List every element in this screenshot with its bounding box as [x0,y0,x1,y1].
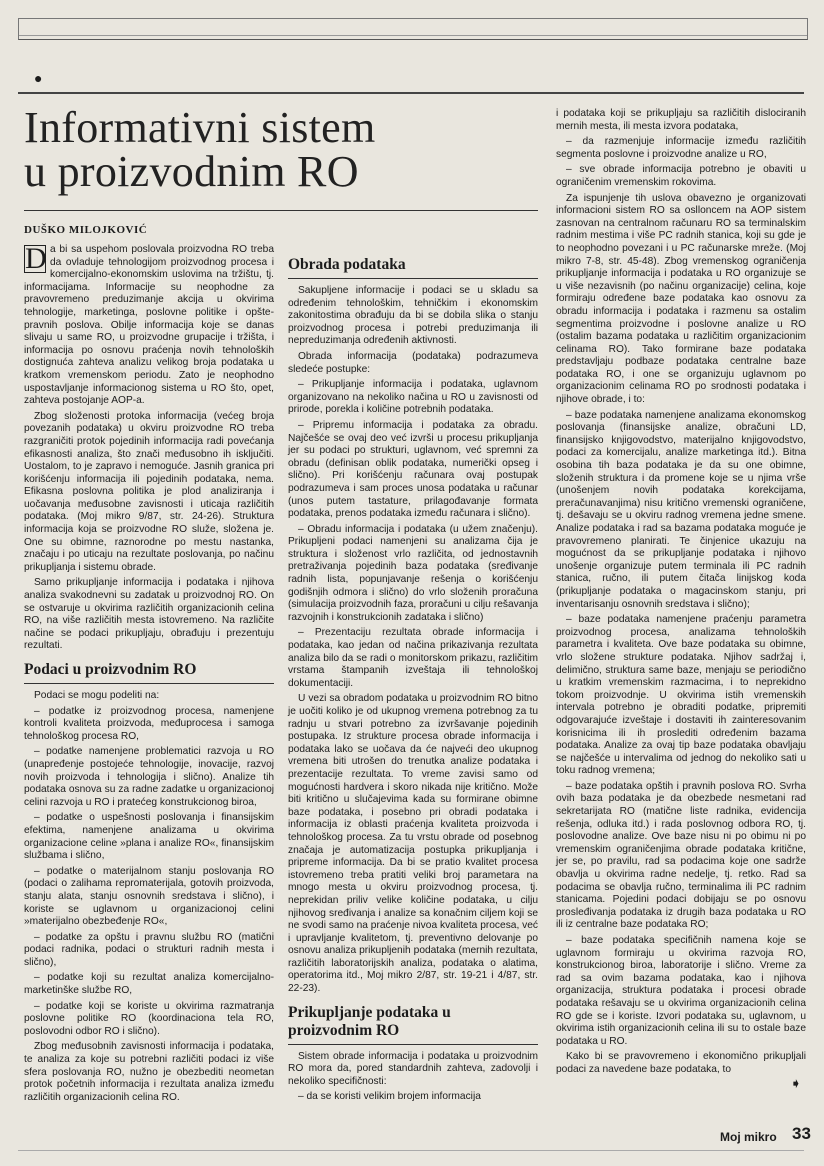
list-item: – Prikupljanje informacija i podataka, uglavnom organizovano na nekoliko načina u RO u zavisnosti od prirode, porekla i količine potrebnih podataka. [288,379,538,416]
section-heading-obrada: Obrada podataka [288,256,538,279]
paragraph: Sistem obrade informacija i podataka u proizvodnim RO mora da, pored standardnih zahteva, zadovolji i nekoliko specifičnosti: [288,1050,538,1087]
list-item: – Prezentaciju rezultata obrade informacija i podataka, kao jedan od načina prikazivanja rezultata analiza bilo da se radi o monitorskom prikazu, različitim vrstama štampanih izveštaja ili tehnološkoj dokumentaciji. [288,627,538,689]
paragraph: Sakupljene informacije i podaci se u skladu sa određenim tehnološkim, tehničkim i ekonomskim zakonitostima obrađuju da bi se dobila slika o stanju proizvodnog procesa i potrebi preduzimanja ili nepreduzimanja određenih aktivnosti. [288,285,538,347]
paragraph: Zbog složenosti protoka informacija (većeg broja povezanih podataka) u okviru proizvodne RO treba razgraničiti protok pojedinih informacija radi povećanja efikasnosti analiza, što znači međusobno ih isključiti. Uostalom, to je zapravo i nemoguće. Jasnih granica pri korišćenju informacija ili pojedinih podataka, nema. Efikasna poslovna politika je plod analiziranja i uočavanja međusobne zavisnosti i uticaja različitih podataka. (Moj mikro 9/87, str. 24-26). Struktura informacija koja se proizvodne RO služe, složena je. One su obimne, raznorodne po mestu nastanka, značaju i po uticaju na rezultate poslovanja, po načinu prikupljanja i sistemu obrade. [24,410,274,573]
list-item: – baze podataka namenjene analizama ekonomskog poslovanja (finansijske analize, obračuni LD, finansijsko knjigovodstvo, materijalno knjigovodstvo, podaci za komercijalu, analize marketinga itd.). Bitna osobina tih baza podataka je da su one obimne, složenih struktura i da promene koje se u njima vrše (unošenjem novih podataka korekcijama, preračunavanjima) nisu kritično vremenski ograničene, tj. dešavaju se u okviru radnog vremena jedne smene. Analize podataka i rad sa bazama podataka moguće je pravovremeno planirati. Te činjenice ukazuju na mogućnost da se prikupljanje podataka i njihovo unošenje organizuje putem terminala ili PC radnih stanica, ručno, ili putem čitača linijskog koda (prikupljanje podataka o magacinskom stanju, pri inventarisanju osnovnih sredstava i slično); [556,409,806,610]
list-item: – baze podataka namenjene praćenju parametra proizvodnog procesa, analizama tehnoloških parametra i kvaliteta. Ove baze podataka su obimne, vrlo složene strukture podataka. Njihov sadržaj i, delimično, struktura same baze, menjaju se periodično u kratkim vremenskim razmacima, i to neprekidno tokom proizvodnje. U okvirima istih vremenskih intervala potrebno je obraditi podatke, pripremiti odgovarajuće izveštaje i dostaviti ih zainteresovanim korisnicima ili ih proslediti određenim bazama podataka. Analize za ovaj tip baze podataka obavljaju se najčešće u intervalima od jednog do nekoliko sati u toku radnog vremena; [556,614,806,777]
list-item: – da razmenjuje informacije između različitih segmenta poslovne i proizvodne analize u RO, [556,136,806,160]
magazine-name: Moj mikro [720,1130,777,1144]
column-1 [24,244,274,1107]
drop-cap: D [25,242,47,275]
article-title [24,103,544,196]
paragraph: Kako bi se pravovremeno i ekonomično prikupljali podaci za navedene baze podataka, to [556,1051,806,1075]
title-line-1: Informativni sistem [24,103,376,152]
list-item: – podatke koji su rezultat analiza komercijalno-marketinške službe RO, [24,972,274,997]
paragraph: i podataka koji se prikupljaju sa različitih dislociranih mernih mesta, ili mesta izvora podataka, [556,108,806,132]
paragraph: Podaci se mogu podeliti na: [34,690,160,701]
list-item: – sve obrade informacija potrebno je obaviti u ograničenim vremenskim rokovima. [556,164,806,188]
intro-paragraph: D a bi sa uspehom poslovala proizvodna RO treba da ovladuje tehnologijom proizvodnog procesa i komercijalno-ekonomskim uslovima na tržištu, tj. informacijama. Informacije su neophodne za pravovremeno preduzimanje akcija u okvirima tehnologije, marketinga, poslovne politike i opšte-pravnih poslova. Obilje informacija koje se danas slivaju u same RO, u proizvodne grupacije i tržišta, i informacija po osnovu praćenja novih tehnoloških dostignuća zahteva analizu velikog broja podataka u kratkom vremenskom periodu. Zato je neophodno uspostavljanje informacionog sistema u RO što, opet, zahteva postojanje AOP-a. [24,242,274,407]
title-line-2: u proizvodnim RO [24,147,359,196]
paragraph: Samo prikupljanje informacija i podataka i njihova analiza svakodnevni su zadatak u proizvodnoj RO. On se ostvaruje u okvirima različitih organizacionih celina RO, na više različitih mesta istovremeno. Na različite načine se podaci prikupljaju, obrađuju i prezentuju rezultati. [24,577,274,652]
list-item: – Pripremu informacija i podataka za obradu. Najčešće se ovaj deo već izvrši u procesu prikupljanja jer su podaci po strukturi, uglavnom, već spremni za obradu (definisan oblik podataka, numerički opseg i slično). Pri korišćenju računara ovaj postupak podrazumeva i sam proces unosa podataka u računar (unos putem tastature, prilagođavanje formata podataka, prenos podataka između računara i slično). [288,419,538,520]
list-item: – podatke o materijalnom stanju poslovanja RO (podaci o zalihama repromaterijala, gotovih proizvoda, stanju alata, stanju osnovnih sredstava i slično), i koriste se uglavnom u organizacionoj celini »materijalno obezbeđenje RO«, [24,865,274,928]
column-2 [288,256,538,1107]
paragraph: Zbog međusobnih zavisnosti informacija i podataka, te analiza za koje su potrebni različiti podaci iz više sfera poslovanja RO, nužno je obezbediti neometan protok početnih informacija i rezultata analiza između različitih organizacionih celina RO. [24,1041,274,1103]
section-heading-prikupljanje: Prikupljanje podataka u proizvodnim RO [288,1004,538,1045]
top-rule-box [18,18,808,40]
column-3 [556,108,806,1080]
list-item: – podatke iz proizvodnog procesa, namenjene kontroli kvaliteta proizvoda, međuprocesa i samoga tehnološkog procesa RO, [24,705,274,742]
title-rule [24,210,538,211]
bottom-rule [18,1150,804,1151]
list-item: – podatke namenjene problematici razvoja u RO (unapređenje postojeće tehnologije, inovacije, razvoj novih proizvoda i tehnologija i slično). Analize tih podataka osnova su za radne zadatke u organizacionoj celini razvoja u RO i pratećeg konstrukcionog biroa, [24,746,274,808]
author-byline: DUŠKO MILOJKOVIĆ [24,224,148,236]
list-item: – baze podataka specifičnih namena koje se uglavnom formiraju u okvirima razvoja RO, konstrukcionog biroa, laboratorije i slično. Vreme za rad sa ovim bazama podataka, kao i njihova organizacija, struktura podataka i procesi obrade podataka rešavaju se u okvirima organizacionih celina RO gde se i koriste. Izvori podataka su, uglavnom, u okvirima istih organizacionih celina ili su to ostale baze podataka u RO. [556,935,806,1047]
list-item: – da se koristi velikim brojem informacija [298,1091,481,1103]
list-item: – podatke koji se koriste u okvirima razmatranja poslovne politike RO (koordinaciona tela RO, poslovodni odbor RO i slično). [24,1000,274,1037]
bullet-mark: ● [34,70,43,86]
list-item: – podatke o uspešnosti poslovanja i finansijskim efektima, namenjene analizama u okvirima organizacione celine »plana i analize RO«, finansijskim službama i slično, [24,812,274,862]
list-item: – podatke za opštu i pravnu službu RO (matični podaci radnika, podaci o strukturi radnih mesta i slično), [24,931,274,968]
list-item: – Obradu informacija i podataka (u užem značenju). Prikupljeni podaci namenjeni su analizama čija je struktura i složenost vrlo različita, od jednostavnih pretraživanja pojedinih baza podataka (sređivanje radnih lista, popunjavanje rešenja o korišćenju godišnjih odmora i slično) do vrlo složenih proračuna (simulacija proizvodnih faza, proračuni u cilju rešavanja razvojnih i konstrukcionih zadataka i slično) [288,523,538,623]
continue-arrow-icon: ➧ [790,1075,802,1091]
list-item: – baze podataka opštih i pravnih poslova RO. Svrha ovih baza podataka je da obezbede nesmetani rad sekretarijata RO (matične liste radnika, evidencija rešenja, odluka itd.) i rada poslovnog odbora RO, tj. poslovodne analize. Ove baze nisu ni po obimu ni po vremenskim ograničenjima obrade podataka kritične, jer se, po pravilu, rad sa podacima koje one sadrže obavlja u okvirima radne nedelje, tj. retko. Rad sa podacima se obavlja ručno, terminalima ili PC radnim stanicama. Pojedini podaci dobijaju se po osnovu prosleđivanja podataka iz drugih baza podataka u RO ili iz centralne baze podataka RO; [556,780,806,931]
paragraph: Obrada informacija (podataka) podrazumeva sledeće postupke: [288,350,538,375]
paragraph: Za ispunjenje tih uslova obavezno je organizovati informacioni sistem RO sa oslloncem na AOP sistem zasnovan na centralnom računaru RO sa terminalskim radnim mestima i više PC radnih stanica, koji su gde je to neophodno povezani i u PC računarske mreže. (Moj mikro 7-8, str. 45-48). Zbog vremenskog ograničenja prikupljanje informacija i podataka u RO organizuje se u više nezavisnih (po načinu organizacije) celina, koje formiraju određene baze podataka kao osnovu za obradu informacija i podataka i razmenu sa ostalim segmentima proizvodne i poslovne analize u RO (ostalim bazama podataka u različitim organizacionim celinama RO). Tako formirane baze podataka predstavljaju podbaze podataka centralne baze podataka RO, i one se organizuju uglavnom po organizacionim celinama RO po srodnosti podataka i njihove obrade, i to: [556,192,806,406]
paragraph: U vezi sa obradom podataka u proizvodnim RO bitno je uočiti koliko je od ukupnog vremena potrebnog za tu radnju u stvari potrebno za izvršavanje pojedinih postupaka. Iz strukture procesa obrade informacija i podataka lako se uočava da će najveći deo ukupnog vremena biti utrošen do trenutka analize podataka i prezentacije rezultata. To vreme zavisi samo od mogućnosti hardvera i skoro nikada nije kritično. Može biti kritično u slučajevima kada su formirane obimne baze podataka, i posebno pri obradi podataka i informacija iz oblasti praćenja kvaliteta proizvoda i tehnološkog procesa. Za tu vrstu obrade od posebnog značaja je automatizacija postupka prikupljanja i pripreme informacija. Da bi se pratio kvalitet procesa istovremeno treba pratiti veliki broj parametara na mnogo mesta u okviru proizvodnog procesa, tj. neprekidan priliv velike količine podataka, u cilju njihovog sređivanja i analize sa konačnim ciljem koji se ne svodi samo na praćenje nivoa kvaliteta procesa, već i upravljanje kvalitetom, tj. preventivno delovanje po osnovu analiza prikupljenih podataka (mernih rezultata, različitih laboratorijskih analiza, podataka o alatima, operatorima itd., Moj mikro 2/87, str. 19-21 i 4/87, str. 22-23). [288,693,538,995]
page-number: 33 [792,1124,811,1143]
section-heading-podaci: Podaci u proizvodnim RO [24,661,274,684]
